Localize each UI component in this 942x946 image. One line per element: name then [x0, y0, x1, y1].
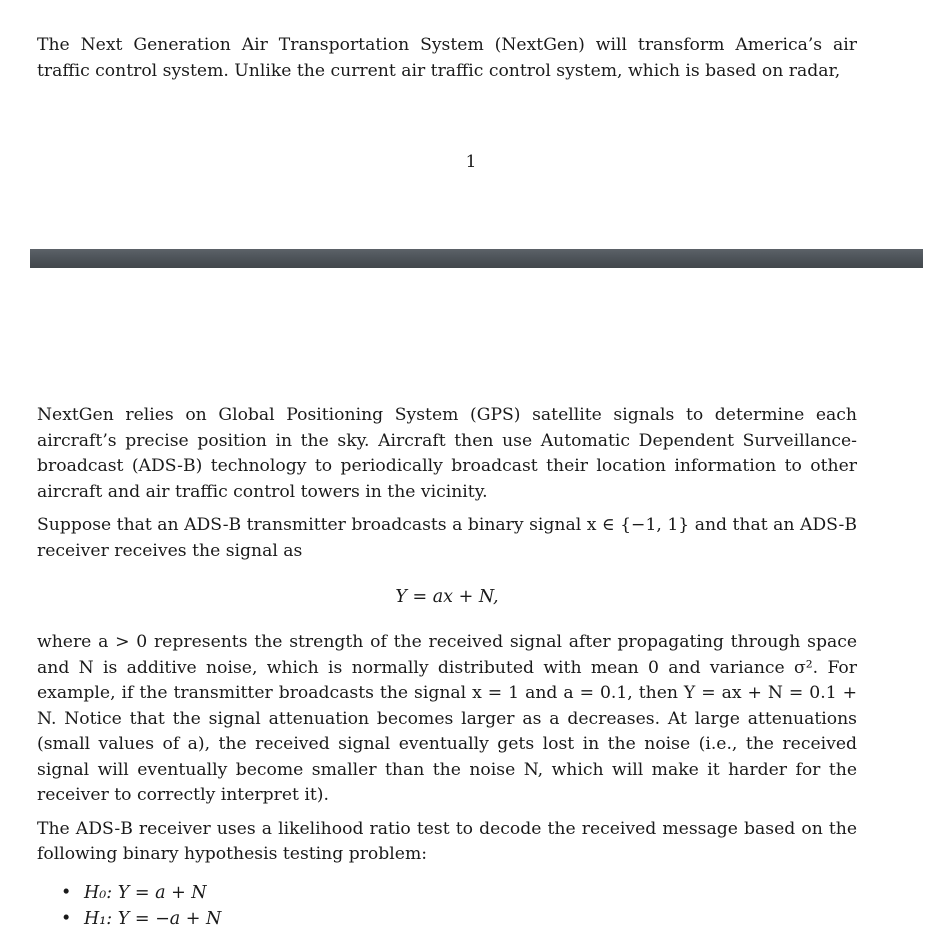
- page-gap: [0, 248, 30, 268]
- hypothesis-text: H₁: Y = −a + N: [84, 908, 222, 929]
- page-top: [0, 0, 942, 248]
- nextgen-paragraph: NextGen relies on Global Positioning System (GPS) satellite signals to determine each aircraft’s precise position in the sky. Aircraft then use Automatic Dependent Surveillance-broadcast (ADS-B) technology to periodically broadcast their location information to other aircraft and air traffic control towers in the vicinity.: [37, 405, 857, 502]
- hypothesis-text: H₀: Y = a + N: [84, 882, 207, 903]
- hypothesis-list: [37, 880, 857, 932]
- hypothesis-h0: [37, 880, 857, 906]
- page-number: 1: [465, 152, 477, 172]
- noise-paragraph: where a > 0 represents the strength of the received signal after propagating through space and N is additive noise, which is normally distributed with mean 0 and variance σ². For example, if the transmitter broadcasts the signal x = 1 and a = 0.1, then Y = ax + N = 0.1 + N. Notice that the signal attenuation becomes larger as a decreases. At large attenuations (small values of a), the received signal eventually gets lost in the noise (i.e., the received signal will eventually become smaller than the noise N, which will make it harder for the receiver to correctly interpret it).: [37, 632, 857, 805]
- bullet-icon: •: [61, 908, 72, 929]
- signal-paragraph: Suppose that an ADS-B transmitter broadcasts a binary signal x ∈ {−1, 1} and that an ADS-B receiver receives the signal as: [37, 515, 857, 561]
- intro-paragraph: The Next Generation Air Transportation System (NextGen) will transform America’s air traffic control system. Unlike the current air traffic control system, which is based on radar,: [37, 35, 857, 81]
- signal-equation: Y = ax + N,: [395, 587, 499, 607]
- bullet-icon: •: [61, 882, 72, 903]
- hypothesis-h1: [37, 906, 857, 932]
- page-divider: [30, 249, 923, 268]
- page-bottom: [37, 403, 857, 932]
- lrt-paragraph: The ADS-B receiver uses a likelihood ratio test to decode the received message based on the following binary hypothesis testing problem:: [37, 818, 857, 864]
